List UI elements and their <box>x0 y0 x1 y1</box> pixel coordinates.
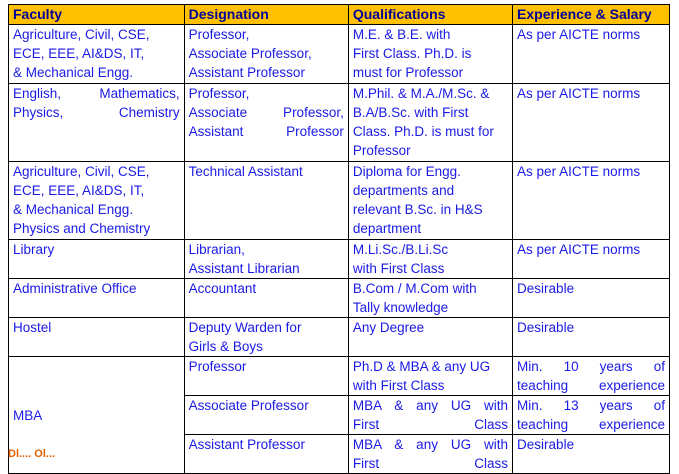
experience-cell: Min. 10 years of teaching experience <box>513 357 670 396</box>
faculty-cell: Agriculture, Civil, CSE, ECE, EEE, AI&DS, IT, & Mechanical Engg. <box>9 25 185 84</box>
experience-cell: Desirable <box>513 318 670 357</box>
faculty-cell: Agriculture, Civil, CSE, ECE, EEE, AI&DS, IT, & Mechanical Engg. Physics and Chemistry <box>9 162 185 240</box>
designation-cell: Librarian, Assistant Librarian <box>184 240 348 279</box>
designation-cell: Professor, Associate Professor, Assistant Professor <box>184 25 348 84</box>
qualifications-cell: M.Li.Sc./B.Li.Sc with First Class <box>348 240 512 279</box>
experience-cell: As per AICTE norms <box>513 25 670 84</box>
qualifications-cell: MBA & any UG with First Class <box>348 396 512 435</box>
designation-cell: Technical Assistant <box>184 162 348 240</box>
table-row <box>9 84 670 162</box>
header-experience-salary: Experience & Salary <box>513 5 670 25</box>
table-row <box>9 25 670 84</box>
header-qualifications: Qualifications <box>348 5 512 25</box>
faculty-cell: Library <box>9 240 185 279</box>
faculty-cell-mba: MBA <box>9 357 185 474</box>
experience-cell: Min. 13 years of teaching experience <box>513 396 670 435</box>
designation-cell: Professor, Associate Professor, Assistant Professor <box>184 84 348 162</box>
qualifications-cell: Diploma for Engg. departments and relevant B.Sc. in H&S department <box>348 162 512 240</box>
designation-cell: Deputy Warden for Girls & Boys <box>184 318 348 357</box>
experience-cell: As per AICTE norms <box>513 162 670 240</box>
designation-cell: Professor <box>184 357 348 396</box>
qualifications-cell: Ph.D & MBA & any UG with First Class <box>348 357 512 396</box>
table-row <box>9 318 670 357</box>
designation-cell: Accountant <box>184 279 348 318</box>
table-row <box>9 357 670 396</box>
header-designation: Designation <box>184 5 348 25</box>
footer-text: Dl.... Ol... <box>8 448 56 460</box>
qualifications-cell: B.Com / M.Com with Tally knowledge <box>348 279 512 318</box>
table-row <box>9 162 670 240</box>
table-row <box>9 279 670 318</box>
qualifications-cell: Any Degree <box>348 318 512 357</box>
experience-cell: Desirable <box>513 435 670 474</box>
faculty-cell: English, Mathematics, Physics, Chemistry <box>9 84 185 162</box>
table-header-row <box>9 5 670 25</box>
experience-cell: Desirable <box>513 279 670 318</box>
designation-cell: Assistant Professor <box>184 435 348 474</box>
faculty-cell: Administrative Office <box>9 279 185 318</box>
experience-cell: As per AICTE norms <box>513 84 670 162</box>
qualifications-cell: MBA & any UG with First Class <box>348 435 512 474</box>
qualifications-cell: M.Phil. & M.A./M.Sc. & B.A/B.Sc. with First Class. Ph.D. is must for Professor <box>348 84 512 162</box>
faculty-cell: Hostel <box>9 318 185 357</box>
header-faculty: Faculty <box>9 5 185 25</box>
experience-cell: As per AICTE norms <box>513 240 670 279</box>
recruitment-table <box>8 4 670 474</box>
table-row <box>9 240 670 279</box>
qualifications-cell: M.E. & B.E. with First Class. Ph.D. is must for Professor <box>348 25 512 84</box>
designation-cell: Associate Professor <box>184 396 348 435</box>
